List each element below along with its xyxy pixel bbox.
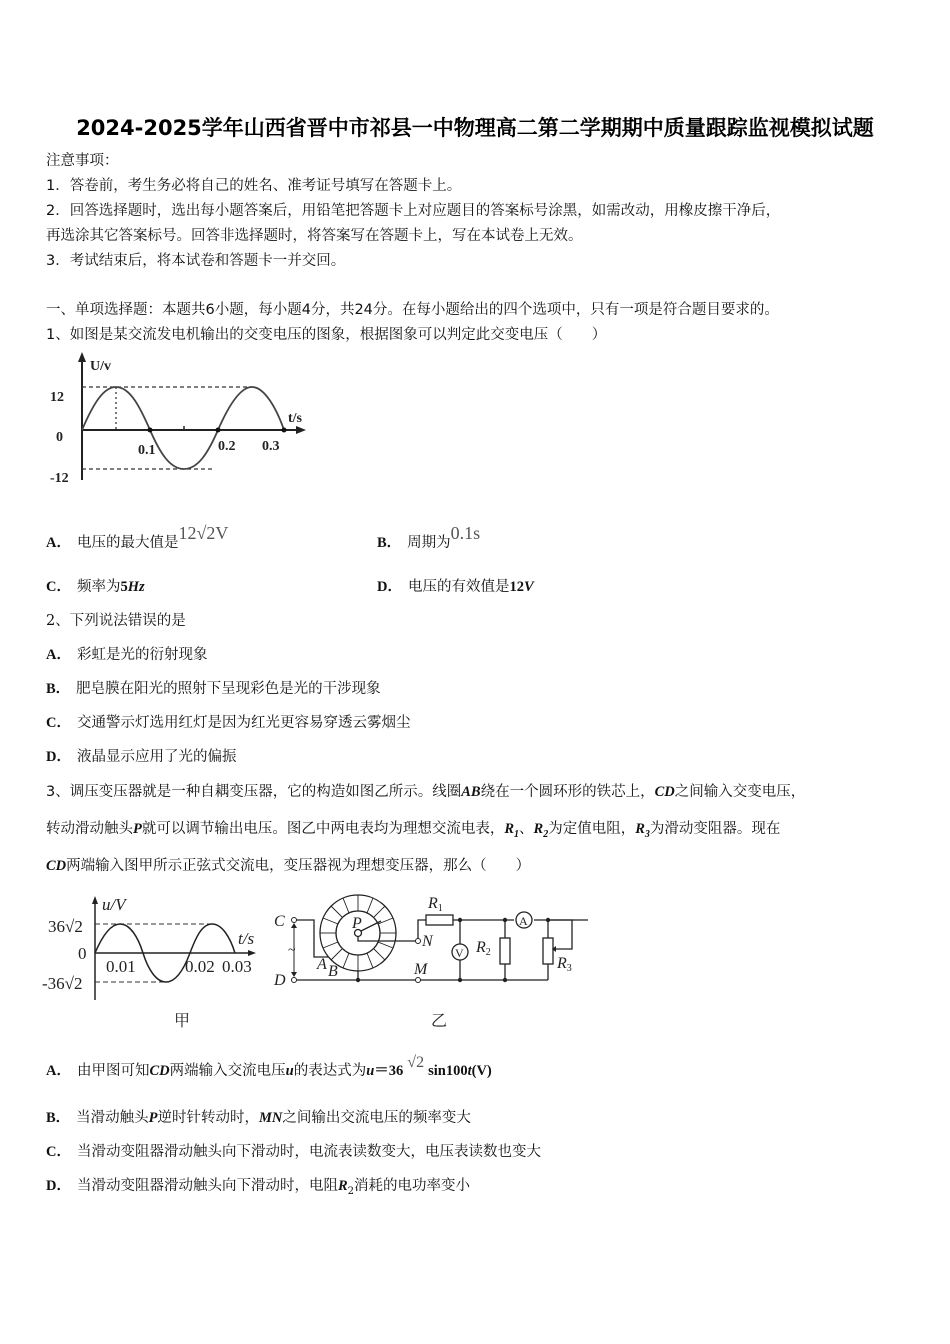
question-1-voltage-graph <box>44 352 314 487</box>
svg-text:0.2: 0.2 <box>218 439 236 454</box>
svg-text:0.03: 0.03 <box>222 957 252 976</box>
svg-text:t/s: t/s <box>238 929 255 948</box>
notice-item: 再选涂其它答案标号。回答非选择题时，将答案写在答题卡上，写在本试卷上无效。 <box>46 228 583 244</box>
svg-text:R1: R1 <box>428 895 443 914</box>
question-1-option-a[interactable]: A． 电压的最大值是12√2V <box>46 523 229 551</box>
question-2-option-c[interactable]: C． 交通警示灯选用红灯是因为红光更容易穿透云雾烟尘 <box>46 715 411 731</box>
svg-text:0.3: 0.3 <box>262 439 280 454</box>
question-1-stem: 1、如图是某交流发电机输出的交变电压的图象，根据图象可以判定此交变电压（ ） <box>46 327 607 343</box>
svg-text:u/V: u/V <box>102 895 126 914</box>
question-1-option-b[interactable]: B． 周期为0.1s <box>377 523 481 551</box>
question-3-option-a[interactable]: A． 由甲图可知CD两端输入交流电压u的表达式为u＝36 √2 sin100t(V) <box>46 1054 492 1079</box>
question-1-option-c[interactable]: C． 频率为5Hz <box>46 579 145 595</box>
svg-text:0: 0 <box>56 430 63 445</box>
svg-text:N: N <box>422 933 433 950</box>
svg-text:12: 12 <box>50 390 64 405</box>
exam-title: 2024-2025学年山西省晋中市祁县一中物理高二第二学期期中质量跟踪监视模拟试题 <box>76 116 874 140</box>
svg-text:-36√2: -36√2 <box>42 974 83 993</box>
svg-text:A: A <box>317 956 327 973</box>
svg-text:36√2: 36√2 <box>48 917 83 936</box>
question-3-option-c[interactable]: C． 当滑动变阻器滑动触头向下滑动时，电流表读数变大，电压表读数也变大 <box>46 1144 541 1160</box>
question-3-stem-line-1: 3、调压变压器就是一种自耦变压器，它的构造如图乙所示。线圈AB绕在一个圆环形的铁芯上，CD之间输入交变电压， <box>46 784 806 800</box>
svg-text:P: P <box>352 915 362 932</box>
question-3-stem-line-3: CD两端输入图甲所示正弦式交流电，变压器视为理想变压器，那么（ ） <box>46 858 531 874</box>
svg-text:~: ~ <box>288 943 296 958</box>
question-3-option-d[interactable]: D． 当滑动变阻器滑动触头向下滑动时，电阻$R_2$消耗的电功率变小 <box>46 1178 471 1197</box>
svg-text:M: M <box>414 961 428 978</box>
y-axis-label: U/v <box>90 359 111 374</box>
notice-item: 1．答卷前，考生务必将自己的姓名、准考证号填写在答题卡上。 <box>46 178 462 194</box>
svg-text:V: V <box>455 946 464 960</box>
question-3-figure-jia <box>42 892 270 1037</box>
svg-text:A: A <box>519 914 528 928</box>
notice-item: 2．回答选择题时，选出每小题答案后，用铅笔把答题卡上对应题目的答案标号涂黑，如需改动，用橡皮擦干净后， <box>46 203 781 219</box>
question-3-option-b[interactable]: B． 当滑动触头P逆时针转动时，MN之间输出交流电压的频率变大 <box>46 1110 471 1126</box>
svg-text:0.1: 0.1 <box>138 443 156 458</box>
svg-text:D: D <box>274 972 286 989</box>
notice-heading: 注意事项： <box>46 153 119 169</box>
question-3-stem-line-2: 转动滑动触头P就可以调节输出电压。图乙中两电表均为理想交流电表，$R_1$、$R_2$为定值电阻，$R_3$为滑动变阻器。现在 <box>46 821 781 840</box>
svg-text:乙: 乙 <box>431 1013 448 1030</box>
svg-text:0: 0 <box>78 944 87 963</box>
question-1-option-d[interactable]: D． 电压的有效值是12V <box>377 579 534 595</box>
question-3-figure-yi-circuit <box>268 888 588 1034</box>
svg-text:C: C <box>274 913 285 930</box>
svg-text:R2: R2 <box>476 939 491 958</box>
svg-text:R3: R3 <box>557 955 572 974</box>
svg-text:0.02: 0.02 <box>185 957 215 976</box>
svg-text:0.01: 0.01 <box>106 957 136 976</box>
notice-item: 3．考试结束后，将本试卷和答题卡一并交回。 <box>46 253 346 269</box>
section-heading: 一、单项选择题：本题共6小题，每小题4分，共24分。在每小题给出的四个选项中，只有一项是符合题目要求的。 <box>46 302 779 318</box>
svg-text:-12: -12 <box>50 471 69 486</box>
x-axis-label: t/s <box>288 411 302 426</box>
question-2-option-b[interactable]: B． 肥皂膜在阳光的照射下呈现彩色是光的干涉现象 <box>46 681 381 697</box>
question-2-option-d[interactable]: D． 液晶显示应用了光的偏振 <box>46 749 237 765</box>
svg-text:甲: 甲 <box>174 1013 191 1030</box>
question-2-option-a[interactable]: A． 彩虹是光的衍射现象 <box>46 647 208 663</box>
question-2-stem: 2、下列说法错误的是 <box>46 613 186 629</box>
svg-text:B: B <box>328 963 338 980</box>
